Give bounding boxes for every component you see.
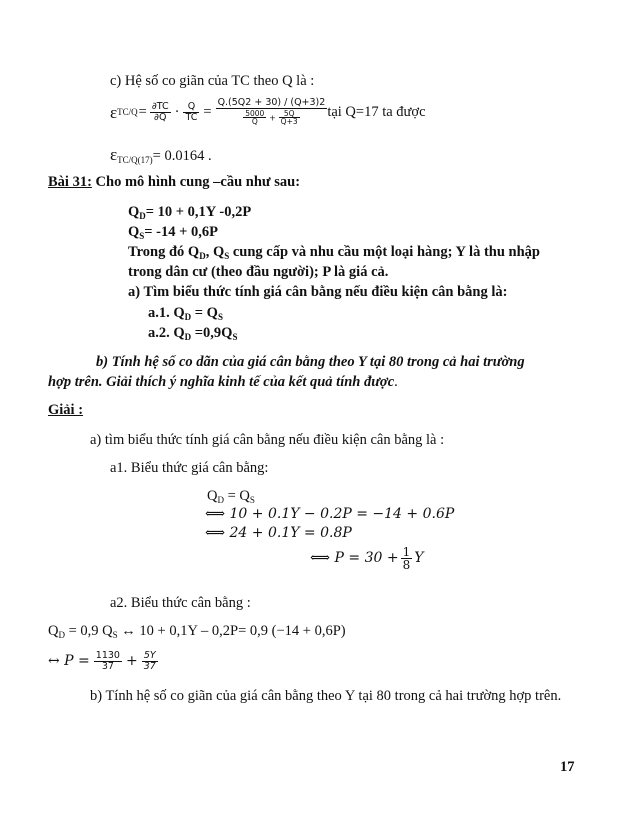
question-b-period: . [394,374,398,390]
where-line-1 [128,245,540,261]
sub-s-6: S [112,630,118,640]
partial-numerator: ∂TC [151,101,169,112]
demand-equation: $Q_D= 10 + 0,1Y$ -0,2P [128,204,252,221]
where-text-b: , Q [205,244,225,260]
sub-s-3: S [217,312,223,322]
result-value: = 0.0164 . [152,148,212,164]
eq0-mid: = Q [223,488,250,504]
big-numerator: Q.(5Q2 + 30) / (Q+3)2 [217,97,326,109]
inner2-denominator: Q+3 [280,117,298,127]
a2-mid: = 0,9 Q [64,623,113,639]
eq3-suffix: Y [414,550,424,566]
solution-b: b) Tính hệ số co giãn của giá cân bằng theo Y tại 80 trong cả hai trường hợp trên. [90,688,562,704]
formula-tail-text: tại Q=17 ta được [327,103,426,120]
eq3-prefix: ⟺ P = 30 + [310,550,399,566]
eq3-numerator: 1 [402,544,411,559]
inner2-numerator: 5Q [279,110,300,119]
a1-prefix: a.1. Q [148,305,185,321]
part-c-heading: c) Hệ số co giãn của TC theo Q là : [110,73,315,89]
sub-d-6: D [58,630,65,640]
dot-operator: · [174,103,180,120]
equals-sign-2: = [203,103,212,120]
a2-mid: =0,9Q [191,325,233,341]
page-number: 17 [560,759,575,775]
equals-sign: = [138,103,147,120]
exercise-31-title [48,175,300,190]
a2-q: Q [48,623,59,639]
p-f1-denominator: 37 [101,660,114,672]
solution-a2: a2. Biểu thức cân bằng : [110,595,251,611]
sub-s-4: S [232,332,238,342]
price-solution [48,646,162,676]
fraction-1130-37 [94,651,122,671]
epsilon-symbol: ε [110,102,118,122]
one-eighth-fraction [401,546,413,571]
q-numerator: Q [183,102,199,113]
a2-prefix: a.2. Q [148,325,185,341]
demand-equation-text: = 10 + 0,1Y -0,2P [145,204,252,220]
inner-fraction-1 [243,110,266,126]
question-b-line2 [48,375,398,390]
sub-d-3: D [184,312,192,322]
solution-a: a) tìm biểu thức tính giá cân bằng nếu điều kiện cân bằng là : [90,432,445,448]
a2-rest: ↔ 10 + 0,1Y – 0,2P= 0,9 (−14 + 0,6P) [117,623,346,639]
inner-fraction-2 [279,110,300,126]
price-plus: + [125,653,138,669]
sub-d: D [139,211,146,221]
elasticity-result [110,146,212,165]
solution-a1: a1. Biểu thức giá cân bằng: [110,460,269,476]
a1-mid: = Q [191,305,218,321]
price-prefix: ↔ P = [48,653,90,669]
inner1-numerator: 5000 [245,108,265,118]
sub-d-4: D [184,332,192,342]
supply-equation-text: = -14 + 0,6P [144,224,219,240]
epsilon-symbol-2: ε [110,145,118,164]
p-f2-denominator: 37 [143,660,156,672]
where-text-c: cung cấp và nhu cầu một loại hàng; Y là thu nhập [229,244,540,260]
fraction-5y-37 [142,651,158,671]
question-b-text: hợp trên. Giải thích ý nghĩa kinh tế của kết quả tính được [48,374,395,390]
sub-s: S [139,231,145,241]
where-line-2: trong dân cư (theo đầu người); P là giá cả. [128,264,389,280]
big-denominator [216,109,328,126]
where-text-a: Trong đó Q [128,244,200,260]
elasticity-formula [110,94,426,130]
question-a2 [148,326,237,342]
partial-denominator: ∂Q [154,111,167,123]
question-b-line1: b) Tính hệ số co dãn của giá cân bằng theo Y tại 80 trong cả hai trường [96,354,525,370]
sub-d-5: D [217,495,224,505]
supply-equation: $Q_S= -14 + 0,6P$ [128,224,219,241]
exercise-31-caption: Cho mô hình cung –cầu như sau: [91,174,301,190]
exercise-31-label: Bài 31: [48,174,92,190]
sub-d-2: D [199,251,206,261]
tc-denominator: TC [185,111,198,123]
partial-fraction [150,102,171,122]
question-a1 [148,306,223,322]
p-f1-numerator: 1130 [95,650,120,661]
p-f2-numerator: 5Y [142,651,158,662]
equation-step-1: ⟺ 10 + 0.1Y − 0.2P = −14 + 0.6P [205,506,455,522]
q-over-tc-fraction [183,102,199,122]
result-subscript: TC/Q(17) [117,155,153,165]
a2-equation [48,624,346,640]
sub-s-5: S [249,495,255,505]
sub-s-2: S [224,251,230,261]
equation-step-3 [310,540,423,576]
eq3-denominator: 8 [402,557,411,572]
inner-plus: + [269,113,276,123]
equilibrium-condition [207,489,255,505]
equation-step-2: ⟺ 24 + 0.1Y = 0.8P [205,525,352,541]
big-fraction [216,98,328,126]
eq0-q: Q [207,488,218,504]
solution-title: Giải : [48,402,84,418]
question-a: a) Tìm biểu thức tính giá cân bằng nếu điều kiện cân bằng là: [128,284,508,300]
inner1-denominator: Q [251,117,258,127]
epsilon-subscript: TC/Q [117,106,138,117]
